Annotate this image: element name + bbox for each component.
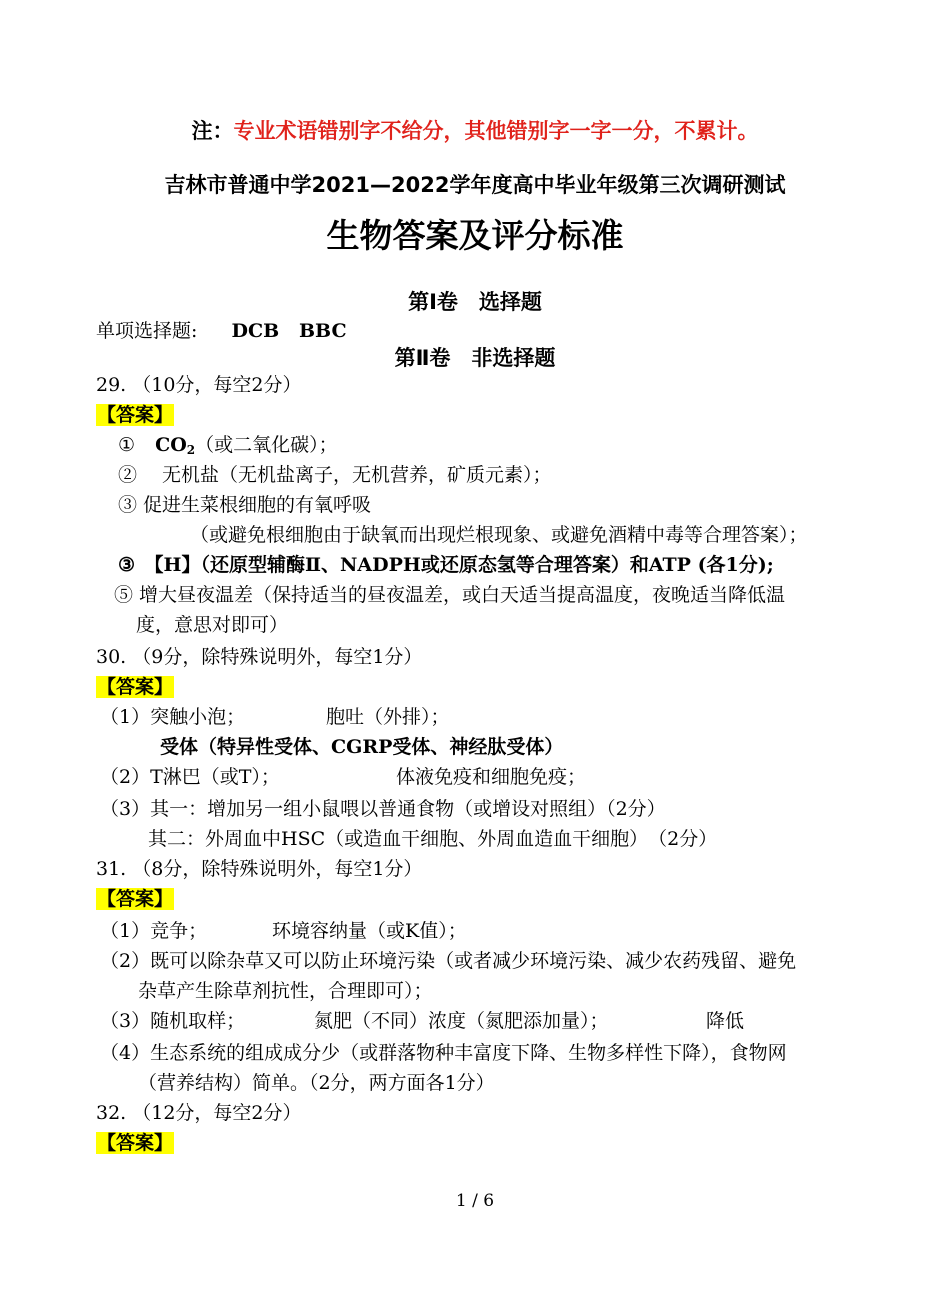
exam-title: 吉林市普通中学2021—2022学年度高中毕业年级第三次调研测试 — [164, 173, 786, 197]
q31-answer-2a: （2）既可以除杂草又可以防止环境污染（或者减少环境污染、减少农药残留、避免 — [100, 950, 797, 972]
q31-answer-1b: 环境容纳量（或K值）； — [272, 920, 467, 942]
q30-answer-tag — [96, 674, 174, 700]
q29-answer-5: ⑤ 增大昼夜温差（保持适当的昼夜温差，或白天适当提高温度，夜晚适当降低温 — [114, 584, 786, 606]
q31-answer-3b: 氮肥（不同）浓度（氮肥添加量）； — [314, 1010, 609, 1032]
q30-answer-3a: （3）其一：增加另一组小鼠喂以普通食物（或增设对照组）（2分） — [100, 798, 666, 820]
q29-answer-1-co: CO — [155, 434, 187, 456]
q31-header: 31. （8分，除特殊说明外，每空1分） — [96, 858, 423, 880]
q31-answer-2b: 杂草产生除草剂抗性，合理即可）； — [138, 980, 433, 1002]
q30-answer-2a: （2）T淋巴（或T）； — [100, 766, 280, 788]
answer-tag: 【答案】 — [97, 404, 174, 426]
answer-tag: 【答案】 — [97, 676, 174, 698]
section1-answers: DCB BBC — [231, 320, 347, 342]
q31-answer-3a: （3）随机取样； — [100, 1010, 246, 1032]
q29-answer-3-alt: （或避免根细胞由于缺氧而出现烂根现象、或避免酒精中毒等合理答案）； — [190, 524, 808, 546]
q29-answer-1-sub: 2 — [186, 443, 196, 457]
q29-answer-2: ② 无机盐（无机盐离子，无机营养，矿质元素）； — [118, 464, 552, 486]
page-number: 1 / 6 — [455, 1191, 495, 1211]
answer-tag: 【答案】 — [97, 1132, 174, 1154]
section1-answers-row — [96, 318, 347, 344]
q29-answer-1-num: ① — [118, 434, 136, 456]
q29-answer-3: ③ 促进生菜根细胞的有氧呼吸 — [118, 494, 372, 516]
q31-answer-4b: （营养结构）简单。（2分，两方面各1分） — [138, 1072, 495, 1094]
q32-answer-tag — [96, 1130, 174, 1156]
q29-answer-4: ③ 【H】（还原型辅酶Ⅱ、NADPH或还原态氢等合理答案）和ATP (各1分); — [118, 554, 774, 576]
q31-answer-tag — [96, 886, 174, 912]
section1-label: 单项选择题: — [96, 320, 198, 342]
q30-answer-1a: （1）突触小泡； — [100, 706, 246, 728]
answer-tag: 【答案】 — [97, 888, 174, 910]
section2-heading: 第Ⅱ卷 非选择题 — [394, 346, 556, 370]
q29-answer-tag — [96, 402, 174, 428]
q32-header: 32. （12分，每空2分） — [96, 1102, 302, 1124]
grading-note-prefix: 注： — [191, 119, 234, 143]
q29-answer-5-cont: 度，意思对即可） — [136, 614, 289, 636]
q31-answer-4a: （4）生态系统的组成成分少（或群落物种丰富度下降、生物多样性下降），食物网 — [100, 1042, 787, 1064]
q31-answer-1a: （1）竞争； — [100, 920, 208, 942]
document-title: 生物答案及评分标准 — [326, 216, 624, 255]
q30-answer-3b: 其二：外周血中HSC（或造血干细胞、外周血造血干细胞） （2分） — [148, 828, 718, 850]
q31-answer-3c: 降低 — [706, 1010, 745, 1032]
q29-answer-1 — [118, 432, 338, 460]
grading-note-text: 专业术语错别字不给分，其他错别字一字一分，不累计。 — [233, 119, 759, 143]
grading-note — [0, 118, 950, 144]
q30-answer-2b: 体液免疫和细胞免疫； — [396, 766, 587, 788]
q30-answer-1c: 受体（特异性受体、CGRP受体、神经肽受体） — [160, 736, 564, 758]
q29-answer-1-rest: （或二氧化碳）； — [195, 434, 338, 456]
q30-answer-1b: 胞吐（外排）； — [326, 706, 450, 728]
q30-header: 30. （9分，除特殊说明外，每空1分） — [96, 646, 423, 668]
q29-header: 29. （10分，每空2分） — [96, 374, 302, 396]
section1-heading: 第Ⅰ卷 选择题 — [408, 290, 542, 314]
